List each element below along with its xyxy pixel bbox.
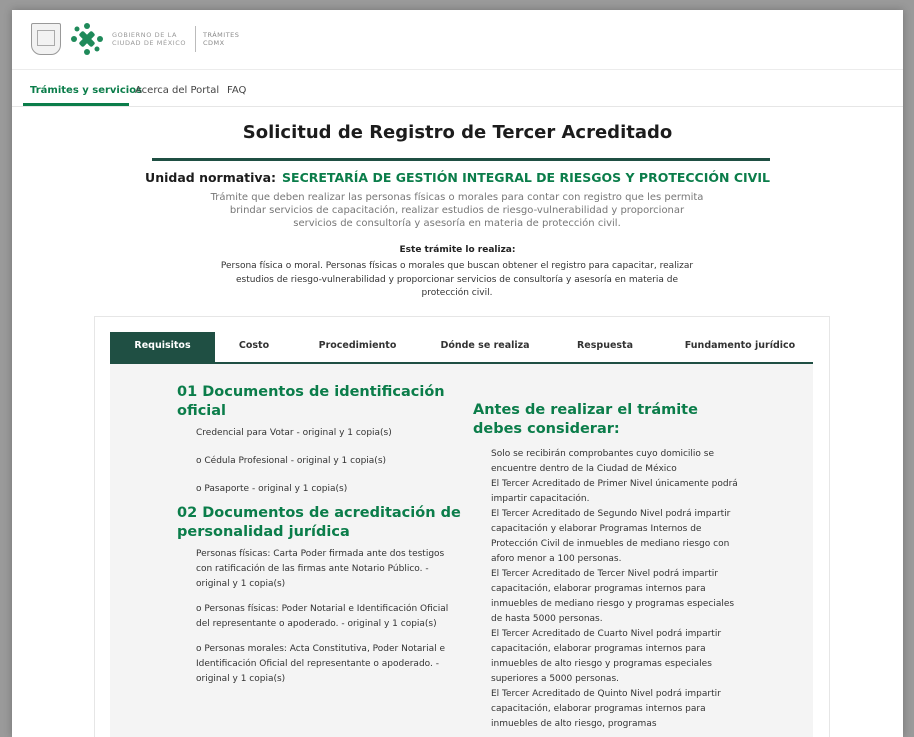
tramites-brand — [203, 31, 239, 47]
tab-fundamento-juridico[interactable]: Fundamento jurídico — [684, 340, 796, 351]
details-panel — [94, 316, 830, 737]
considerar-item: El Tercer Acreditado de Cuarto Nivel podrá impartir capacitación, elaborar programas internos para inmuebles de alto riesgo y programas especiales superiores a 5000 personas. — [491, 629, 722, 684]
section-identificacion-title: 01 Documentos de identificación oficial — [177, 384, 445, 419]
considerar-column — [473, 401, 748, 732]
considerar-item: El Tercer Acreditado de Segundo Nivel podrá impartir capacitación y elaborar Programas Internos de Protección Civil de inmuebles de mediano riesgo con aforo menor a 100 personas. — [491, 509, 731, 564]
section-personalidad-title: 02 Documentos de acreditación de personalidad jurídica — [177, 505, 461, 540]
requisitos-column — [177, 383, 462, 687]
considerar-item: El Tercer Acreditado de Tercer Nivel podrá impartir capacitación, elaborar programas internos para inmuebles de mediano riesgo y programas especiales de hasta 5000 personas. — [491, 569, 735, 624]
tab-costo[interactable]: Costo — [238, 340, 270, 351]
tramites-line-1: TRÁMITES — [203, 31, 240, 39]
browser-frame — [12, 10, 903, 737]
requirement-item: Personas físicas: Carta Poder firmada ante dos testigos con ratificación de las firmas ante Notario Público. - original y 1 copia(s) — [196, 549, 445, 589]
unidad-value: SECRETARÍA DE GESTIÓN INTEGRAL DE RIESGOS Y PROTECCIÓN CIVIL — [282, 170, 770, 185]
realiza-heading: Este trámite lo realiza: — [399, 245, 516, 255]
government-name — [112, 31, 186, 47]
unidad-normativa — [12, 170, 903, 185]
nav-acerca-portal[interactable]: Acerca del Portal — [135, 85, 220, 96]
tramites-line-2: CDMX — [203, 39, 225, 47]
title-divider — [152, 158, 770, 161]
cdmx-crest-icon[interactable] — [31, 23, 61, 55]
nav-faq[interactable]: FAQ — [227, 85, 247, 96]
considerar-item: Solo se recibirán comprobantes cuyo domicilio se encuentre dentro de la Ciudad de México — [491, 449, 715, 474]
main-nav — [12, 70, 903, 107]
cdmx-logo-icon[interactable] — [70, 22, 104, 56]
nav-tramites-servicios[interactable]: Trámites y servicios — [30, 85, 143, 96]
tramite-description: Trámite que deben realizar las personas físicas o morales para contar con registro que les permita brindar servicios de capacitación, realizar estudios de riesgo-vulnerabilidad y proporcionar servicios de consultoría y asesoría en materia de protección civil. — [210, 192, 704, 229]
requirement-item: o Pasaporte - original y 1 copia(s) — [196, 484, 348, 494]
requirement-item: Credencial para Votar - original y 1 copia(s) — [196, 428, 392, 438]
gov-line-1: GOBIERNO DE LA — [112, 31, 177, 39]
tab-respuesta[interactable]: Respuesta — [576, 340, 634, 351]
considerar-title: Antes de realizar el trámite debes considerar: — [473, 402, 698, 437]
tab-donde-se-realiza[interactable]: Dónde se realiza — [440, 340, 530, 351]
details-tabs — [110, 332, 813, 364]
tab-procedimiento[interactable]: Procedimiento — [318, 340, 397, 351]
considerar-item: El Tercer Acreditado de Primer Nivel únicamente podrá impartir capacitación. — [491, 479, 738, 504]
requirement-item: o Personas físicas: Poder Notarial e Identificación Oficial del representante o apoderado. - original y 1 copia(s) — [196, 604, 449, 629]
header-divider — [195, 26, 196, 52]
gov-line-2: CIUDAD DE MÉXICO — [112, 39, 187, 47]
considerar-list — [491, 447, 748, 732]
unidad-label: Unidad normativa: — [145, 170, 277, 185]
nav-active-indicator — [23, 103, 129, 106]
tab-requisitos[interactable]: Requisitos — [110, 332, 215, 362]
realiza-text: Persona física o moral. Personas físicas o morales que buscan obtener el registro para capacitar, realizar estudios de riesgo-vulnerabilidad y proporcionar servicios de consultoría y asesoría en materia de protección civil. — [220, 261, 694, 298]
requirement-item: o Personas morales: Acta Constitutiva, Poder Notarial e Identificación Oficial del representante o apoderado. - original y 1 copia(s) — [196, 644, 445, 684]
requisitos-content — [110, 364, 813, 737]
page-title: Solicitud de Registro de Tercer Acreditado — [242, 122, 673, 143]
site-header — [12, 10, 903, 70]
requirement-item: o Cédula Profesional - original y 1 copia(s) — [196, 456, 387, 466]
considerar-item: El Tercer Acreditado de Quinto Nivel podrá impartir capacitación, elaborar programas internos para inmuebles de alto riesgo, programas — [491, 689, 721, 729]
